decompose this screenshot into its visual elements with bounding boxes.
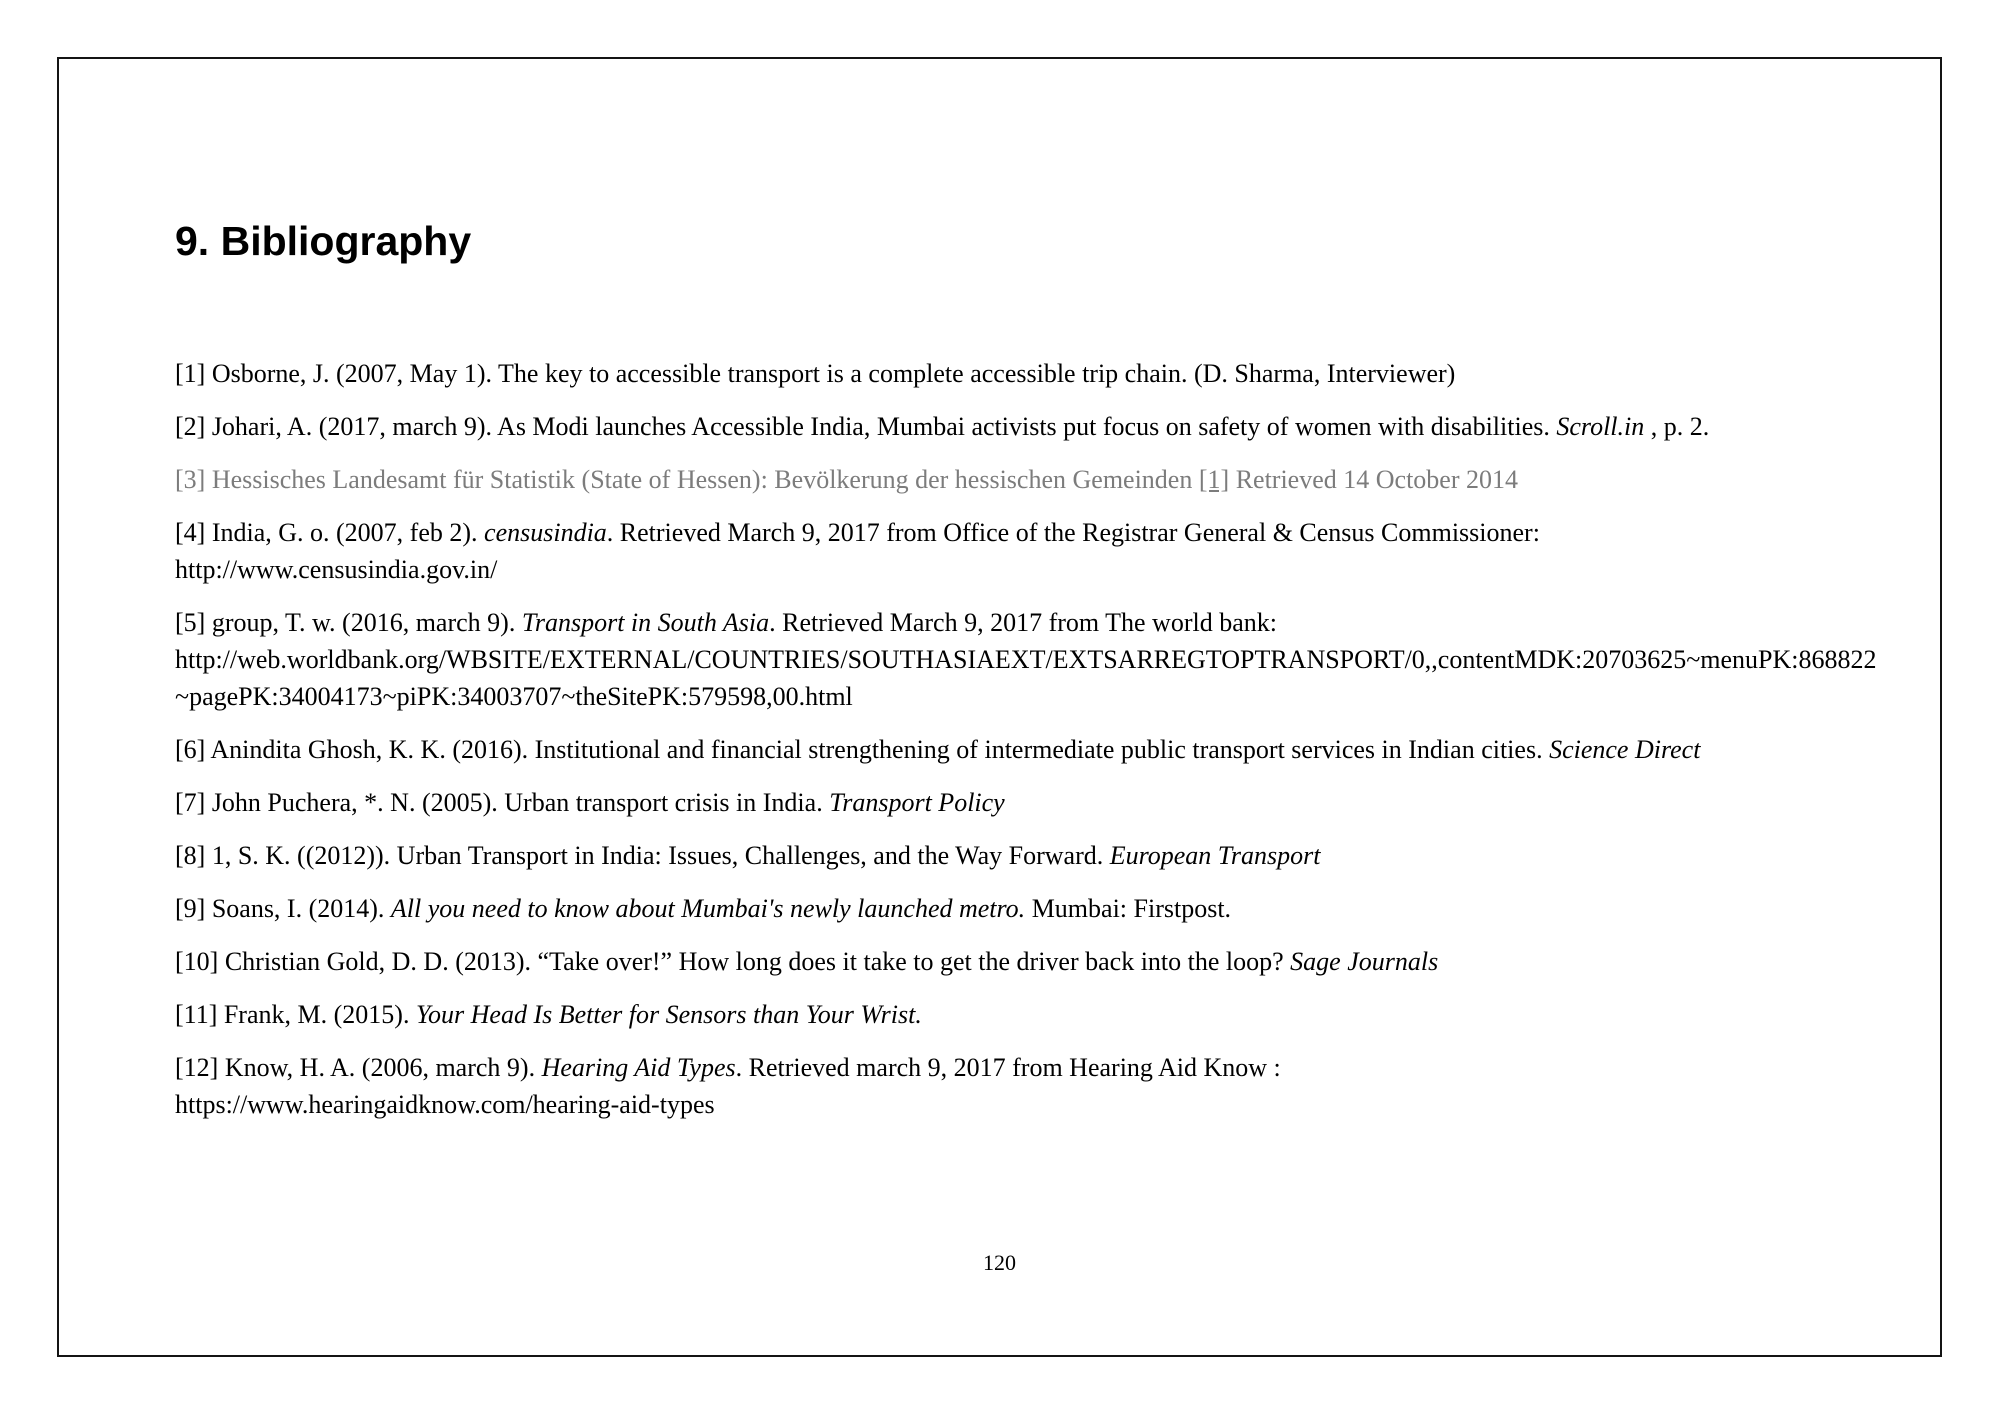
entry-text: [12] Know, H. A. (2006, march 9). xyxy=(175,1053,542,1082)
entry-text: [5] group, T. w. (2016, march 9). xyxy=(175,608,522,637)
bibliography-entry xyxy=(175,943,1880,980)
entry-title-italic: censusindia xyxy=(484,518,607,547)
entry-title-italic: European Transport xyxy=(1109,841,1321,870)
entry-text: [8] 1, S. K. ((2012)). Urban Transport in India: Issues, Challenges, and the Way Forward. xyxy=(175,841,1110,870)
entry-text: [6] Anindita Ghosh, K. K. (2016). Institutional and financial strengthening of intermediate public transport services in Indian cities. xyxy=(175,735,1550,764)
entry-text: [9] Soans, I. (2014). xyxy=(175,894,391,923)
entry-title-italic: All you need to know about Mumbai's newly launched metro. xyxy=(390,894,1026,923)
entry-title-italic: Hearing Aid Types xyxy=(541,1053,736,1082)
bibliography-entry xyxy=(175,996,1880,1033)
bibliography-entry xyxy=(175,408,1880,445)
entry-url: http://www.censusindia.gov.in/ xyxy=(175,555,498,584)
entry-title-italic: Transport Policy xyxy=(829,788,1005,817)
entry-link[interactable]: [1] xyxy=(1198,465,1230,494)
entry-text: . Retrieved March 9, 2017 from The world bank: xyxy=(769,608,1277,637)
entry-title-italic: Scroll.in xyxy=(1556,412,1645,441)
entry-title-italic: Science Direct xyxy=(1549,735,1701,764)
entry-text: [4] India, G. o. (2007, feb 2). xyxy=(175,518,485,547)
entry-text: , p. 2. xyxy=(1644,412,1710,441)
entry-text: [1] Osborne, J. (2007, May 1). The key to accessible transport is a complete accessible trip chain. (D. Sharma, Interviewer) xyxy=(175,359,1456,388)
entry-text: [2] Johari, A. (2017, march 9). As Modi launches Accessible India, Mumbai activists put focus on safety of women with disabilities. xyxy=(175,412,1557,441)
bibliography-list xyxy=(175,355,1880,1123)
entry-text: . Retrieved March 9, 2017 from Office of the Registrar General & Census Commissioner: xyxy=(606,518,1540,547)
bibliography-entry xyxy=(175,604,1880,715)
bibliography-entry xyxy=(175,890,1880,927)
entry-text: . Retrieved march 9, 2017 from Hearing Aid Know : xyxy=(735,1053,1281,1082)
entry-text: Retrieved 14 October 2014 xyxy=(1229,465,1518,494)
entry-text: Mumbai: Firstpost. xyxy=(1025,894,1232,923)
entry-text: [7] John Puchera, *. N. (2005). Urban transport crisis in India. xyxy=(175,788,830,817)
entry-title-italic: Sage Journals xyxy=(1290,947,1439,976)
bibliography-entry xyxy=(175,461,1880,498)
bibliography-entry xyxy=(175,1049,1880,1123)
entry-text: [3] Hessisches Landesamt für Statistik (State of Hessen): Bevölkerung der hessischen Gemeinden xyxy=(175,465,1199,494)
section-heading: 9. Bibliography xyxy=(175,218,472,264)
entry-url: http://web.worldbank.org/WBSITE/EXTERNAL/COUNTRIES/SOUTHASIAEXT/EXTSARREGTOPTRANSPORT/0,,contentMDK:20703625~menuPK:868822~pagePK:34004173~piPK:34003707~theSitePK:579598,00.html xyxy=(175,645,1877,711)
entry-text: [10] Christian Gold, D. D. (2013). “Take over!” How long does it take to get the driver back into the loop? xyxy=(175,947,1291,976)
bibliography-entry xyxy=(175,355,1880,392)
bibliography-entry xyxy=(175,837,1880,874)
bibliography-entry xyxy=(175,514,1880,588)
page-number: 120 xyxy=(983,1250,1016,1275)
entry-title-italic: Your Head Is Better for Sensors than Your Wrist. xyxy=(415,1000,922,1029)
bibliography-entry xyxy=(175,784,1880,821)
document-page xyxy=(57,57,1942,1357)
bibliography-entry xyxy=(175,731,1880,768)
entry-text: [11] Frank, M. (2015). xyxy=(175,1000,416,1029)
entry-title-italic: Transport in South Asia xyxy=(521,608,770,637)
entry-url: https://www.hearingaidknow.com/hearing-aid-types xyxy=(175,1090,715,1119)
page-content xyxy=(59,59,1940,1123)
